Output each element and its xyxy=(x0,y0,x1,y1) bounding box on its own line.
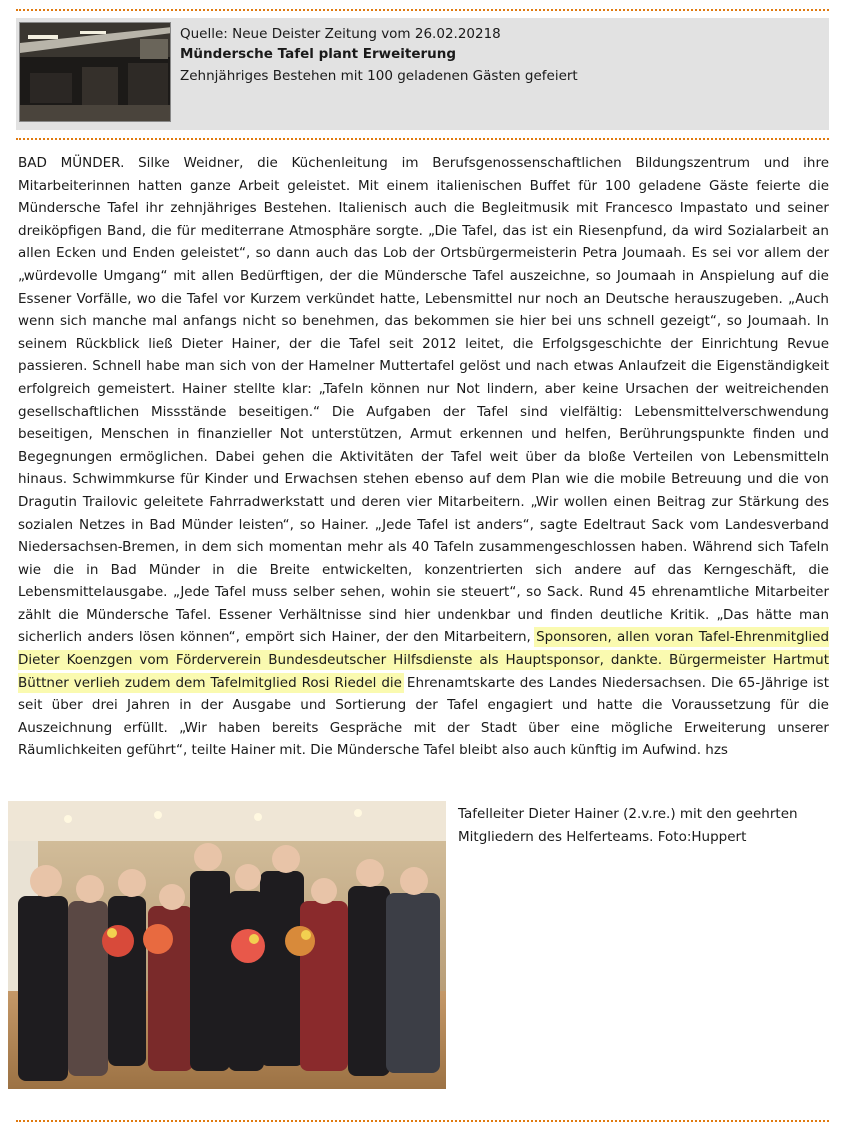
group-photo xyxy=(8,801,446,1089)
header-divider xyxy=(16,138,829,140)
header-thumbnail-image xyxy=(19,22,171,122)
article-body xyxy=(18,152,829,762)
article-text-after: Ehrenamtskarte des Landes Niedersachsen. Die 65-Jährige ist seit über drei Jahren in der Ausgabe und Sortierung der Tafel engagiert und hatte die Voraussetzung für die Auszeichnung erfüllt. „Wir haben bereits Gespräche mit der Stadt über eine mögliche Erweiterung unserer Räumlichkeiten geführt“, teilte Hainer mit. Die Mündersche Tafel bleibt also auch künftig im Aufwind. hzs xyxy=(18,674,829,759)
article-source: Quelle: Neue Deister Zeitung vom 26.02.20218 xyxy=(180,26,501,42)
article-headline: Mündersche Tafel plant Erweiterung xyxy=(180,46,457,62)
bottom-divider xyxy=(16,1120,829,1122)
article-subheadline: Zehnjähriges Bestehen mit 100 geladenen Gästen gefeiert xyxy=(180,68,578,84)
top-divider xyxy=(16,9,829,11)
article-text-highlighted: Sponsoren, allen voran Tafel-Ehrenmitglied Dieter Koenzgen vom Förderverein Bundesdeutscher Hilfsdienste als Hauptsponsor, dankte. Bürgermeister Hartmut Büttner verlieh zudem dem Tafelmitglied Rosi Riedel die xyxy=(18,629,830,691)
photo-caption: Tafelleiter Dieter Hainer (2.v.re.) mit den geehrten Mitgliedern des Helferteams. Foto:Huppert xyxy=(458,806,798,845)
article-header xyxy=(16,18,829,130)
article-text-before: BAD MÜNDER. Silke Weidner, die Küchenleitung im Berufsgenossenschaftlichen Bildungszentrum und ihre Mitarbeiterinnen hatten ganze Arbeit geleistet. Mit einem italienischen Buffet für 100 geladene Gäste feierte die Mündersche Tafel ihr zehnjähriges Bestehen. Italienisch auch die Begleitmusik mit Francesco Impastato und seiner dreiköpfigen Band, die für mediterrane Atmosphäre sorgte. „Die Tafel, das ist ein Riesenpfund, da wird Sozialarbeit an allen Ecken und Enden geleistet“, so dann auch das Lob der Ortsbürgermeisterin Petra Joumaah. Es sei vor allem der „würdevolle Umgang“ mit allen Bedürftigen, der die Mündersche Tafel auszeichne, so Joumaah in Anspielung auf die Essener Vorfälle, wo die Tafel vor Kurzem verkündet hatte, Lebensmittel nur noch an Deutsche herauszugeben. „Auch wenn sich manche mal anfangs nicht so benehmen, das bekommen sie hier bei uns schnell gezeigt“, so Joumaah. In seinem Rückblick ließ Dieter Hainer, der die Tafel seit 2012 leitet, die Erfolgsgeschichte der Einrichtung Revue passieren. Schnell habe man sich von der Hamelner Muttertafel gelöst und nach etwas Anlaufzeit die Eigenständigkeit erfolgreich gemeistert. Hainer stellte klar: „Tafeln können nur Not lindern, aber keine Ursachen der weitreichenden gesellschaftlichen Missstände beseitigen.“ Die Aufgaben der Tafel sind vielfältig: Lebensmittelverschwendung beseitigen, Menschen in finanzieller Not unterstützen, Armut erkennen und helfen, Berührungspunkte finden und Begegnungen ermöglichen. Dabei gehen die Aktivitäten der Tafel weit über da bloße Verteilen von Lebensmitteln hinaus. Schwimmkurse für Kinder und Erwachsen stehen ebenso auf dem Plan wie die mobile Betreuung und die von Dragutin Trailovic geleitete Fahrradwerkstatt und deren vier Mitarbeitern. „Wir wollen einen Beitrag zur Stärkung des sozialen Netzes in Bad Münder leisten“, so Hainer. „Jede Tafel ist anders“, sagte Edeltraut Sack vom Landesverband Niedersachsen-Bremen, in dem sich momentan mehr als 40 Tafeln zusammengeschlossen haben. Während sich Tafeln wie die in Bad Münder in die Breite entwickelten, konzentrierten sich andere auf das Kerngeschäft, die Lebensmittelausgabe. „Jede Tafel muss selber sehen, wohin sie steuert“, so Sack. Rund 45 ehrenamtliche Mitarbeiter zählt die Mündersche Tafel. Essener Verhältnisse sind hier undenkbar und finden deutliche Kritik. „Das hätte man sicherlich anders lösen können“, empört sich Hainer, der den Mitarbeitern, xyxy=(18,155,829,646)
